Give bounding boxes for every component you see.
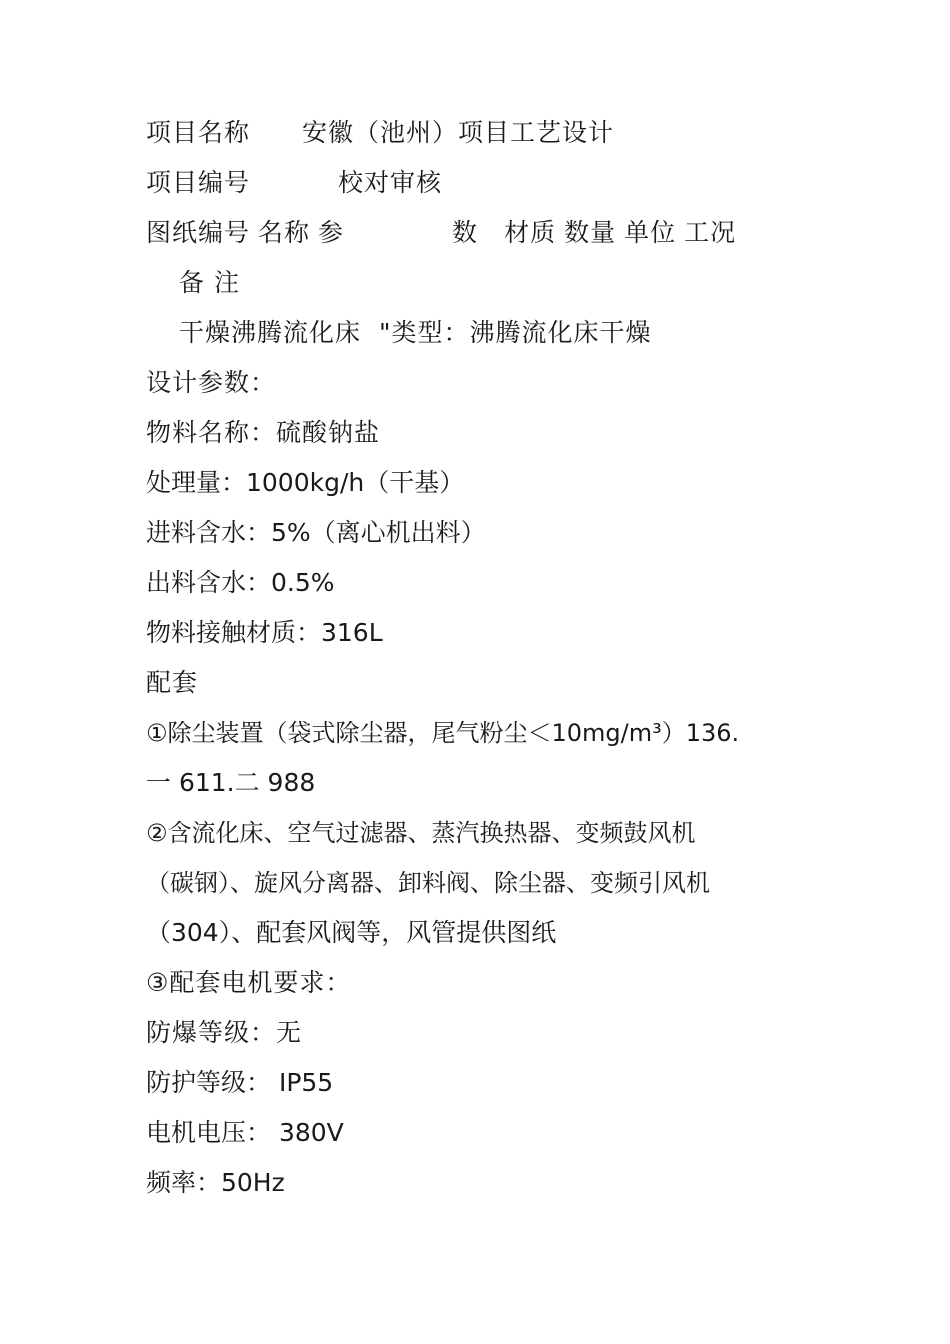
- project-name-row: [146, 108, 816, 158]
- accessory-item-1-line-2: 一 611.二 988: [146, 768, 316, 797]
- document-body: [146, 108, 816, 1208]
- motor-frequency: 频率：50Hz: [146, 1168, 285, 1197]
- header-quantity: 数量: [564, 218, 617, 247]
- equipment-type: "类型：沸腾流化床干燥: [379, 318, 652, 347]
- motor-protection: 防护等级： IP55: [146, 1068, 334, 1097]
- table-header-row: [146, 208, 816, 258]
- contact-material: 物料接触材质：316L: [146, 618, 383, 647]
- header-material: 材质: [504, 218, 557, 247]
- header-param-a: 参: [318, 218, 345, 247]
- accessory-item-2-line-2: （碳钢）、旋风分离器、卸料阀、除尘器、变频引风机: [146, 869, 710, 897]
- output-moisture: 出料含水：0.5%: [146, 568, 335, 597]
- capacity: 处理量：1000kg/h（干基）: [146, 468, 465, 497]
- header-name: 名称: [258, 218, 311, 247]
- project-number-value: 校对审核: [338, 168, 443, 197]
- motor-voltage: 电机电压： 380V: [146, 1118, 344, 1147]
- header-unit: 单位: [624, 218, 677, 247]
- accessory-item-3: ③配套电机要求：: [146, 968, 352, 997]
- equipment-row: [146, 308, 816, 358]
- header-drawing-number: 图纸编号: [146, 218, 251, 247]
- project-name-label: 项目名称: [146, 118, 251, 147]
- equipment-name: 干燥沸腾流化床: [179, 318, 362, 347]
- project-number-row: [146, 158, 816, 208]
- project-name-value: 安徽（池州）项目工艺设计: [302, 118, 615, 147]
- project-number-label: 项目编号: [146, 168, 251, 197]
- motor-explosion: 防爆等级：无: [146, 1018, 303, 1047]
- feed-moisture: 进料含水：5%（离心机出料）: [146, 518, 486, 547]
- accessory-item-2-line-1: ②含流化床、空气过滤器、蒸汽换热器、变频鼓风机: [146, 819, 696, 847]
- header-param-b: 数: [452, 218, 479, 247]
- material-name: 物料名称：硫酸钠盐: [146, 418, 381, 447]
- header-remark: 备 注: [179, 268, 240, 297]
- header-condition: 工况: [684, 218, 737, 247]
- accessories-title: 配套: [146, 668, 199, 697]
- accessory-item-1-line-1: ①除尘装置（袋式除尘器，尾气粉尘＜10mg/m³）136.: [146, 719, 740, 747]
- design-params-title: 设计参数：: [146, 368, 277, 397]
- accessory-item-2-line-3: （304）、配套风阀等，风管提供图纸: [146, 918, 557, 947]
